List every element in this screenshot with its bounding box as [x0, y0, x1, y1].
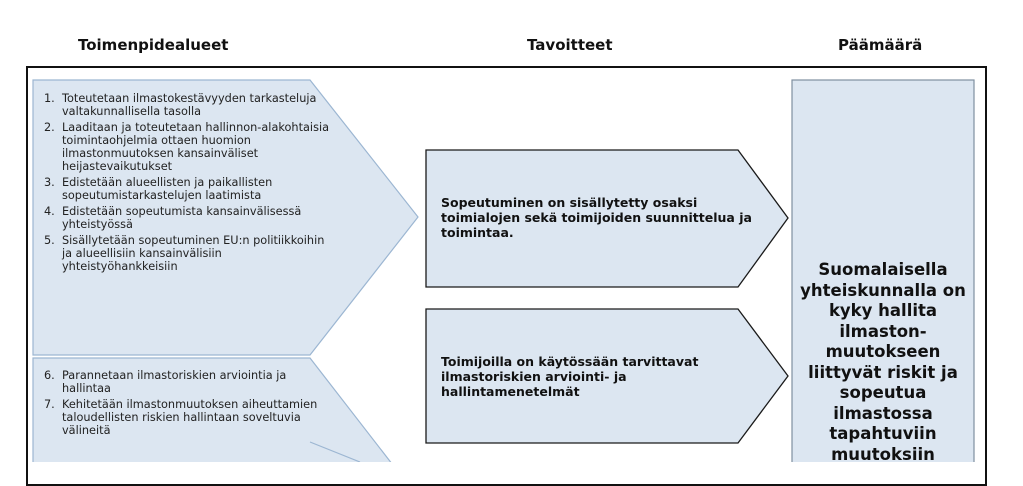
list-item: 2. Laaditaan ja toteutetaan hallinnon-alakohtaisia toimintaohjelmia ottaen huomion ilmastonmuutoksen kansainväliset heijastevaikutukset: [44, 121, 330, 173]
actions-list-2: [40, 369, 330, 440]
list-item: 3. Edistetään alueellisten ja paikallisten sopeutumistarkastelujen laatimista: [44, 176, 273, 202]
list-item: 1. Toteutetaan ilmastokestävyyden tarkasteluja valtakunnallisella tasolla: [44, 92, 317, 118]
goal-text-1: Sopeutuminen on sisällytetty osaksi toimialojen sekä toimijoiden suunnittelua ja toimintaa.: [441, 195, 752, 240]
aim-text: Suomalaisella yhteiskunnalla on kyky hallita ilmaston-muutokseen liittyvät riskit ja sopeutua ilmastossa tapahtuviin muutoksiin: [800, 260, 966, 464]
list-item: 4. Edistetään sopeutumista kansainvälisessä yhteistyössä: [44, 205, 302, 231]
list-item: 5. Sisällytetään sopeutuminen EU:n politiikkoihin ja alueellisiin kansainvälisiin yhteistyöhankkeisiin: [44, 234, 325, 273]
goal-text-2: Toimijoilla on käytössään tarvittavat ilmastoriskien arviointi- ja hallintamenetelmät: [441, 354, 699, 399]
header-actions: Toimenpidealueet: [78, 36, 229, 54]
header-aim: Päämäärä: [838, 36, 923, 54]
list-item: 6. Parannetaan ilmastoriskien arviointia ja hallintaa: [44, 369, 287, 395]
list-item: 7. Kehitetään ilmastonmuutoksen aiheuttamien taloudellisten riskien hallintaan soveltuvia välineitä: [44, 398, 318, 437]
actions-list-1: [40, 92, 330, 276]
header-goals: Tavoitteet: [527, 36, 613, 54]
